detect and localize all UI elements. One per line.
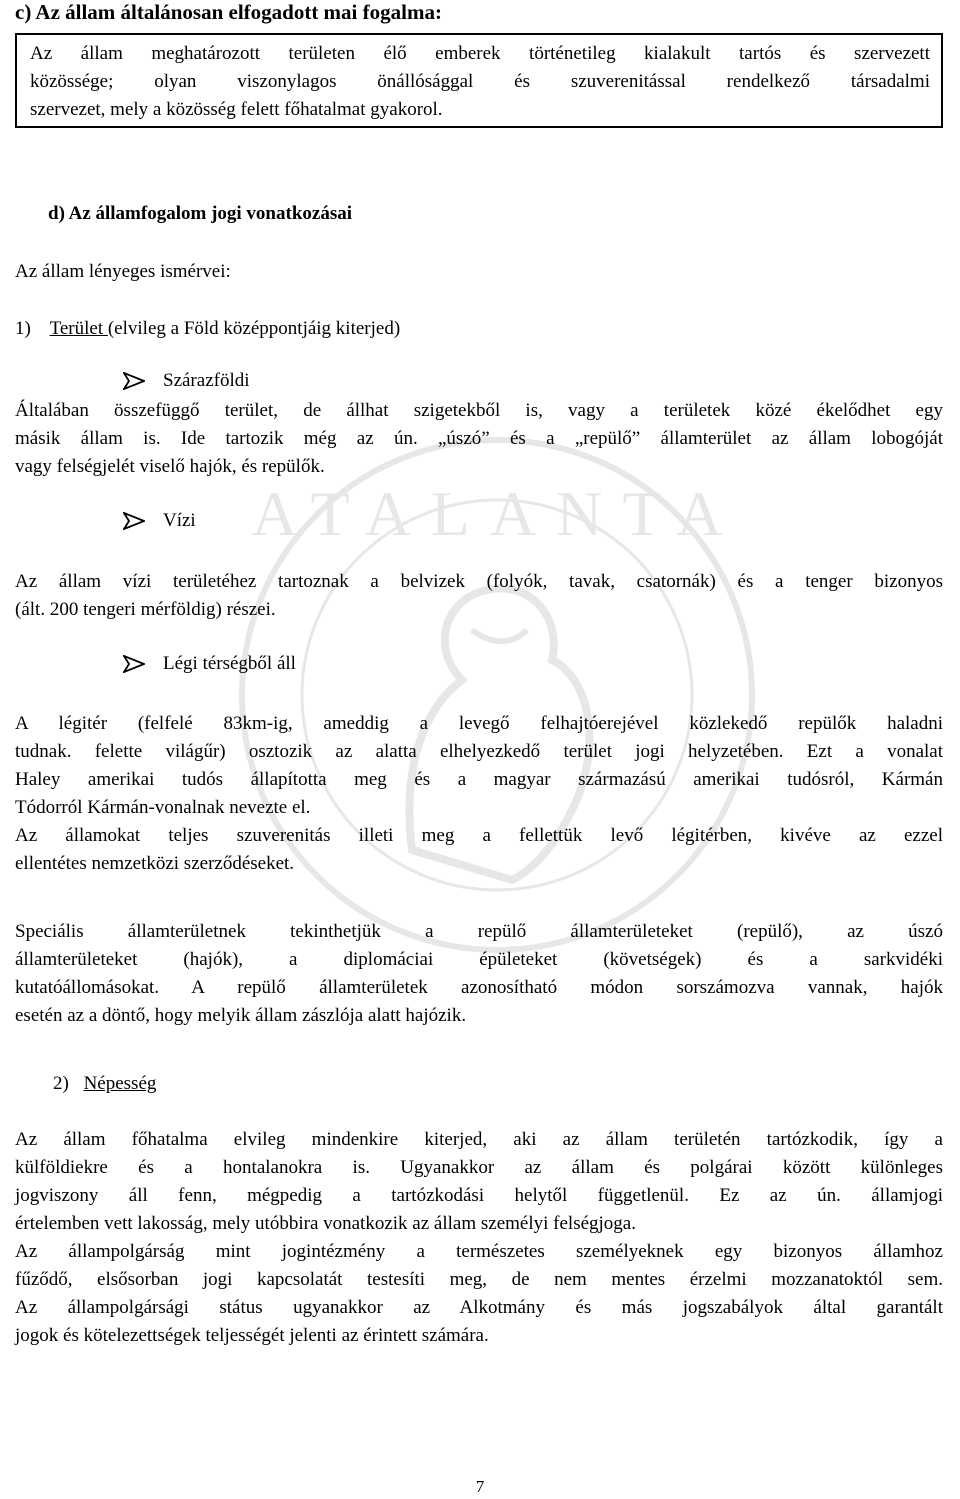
special-territory-paragraph [15, 918, 943, 1030]
definition-line: közössége; olyan viszonylagos önállósággal és szuverenitással rendelkező társadalmi [30, 71, 930, 92]
bullet-water [123, 510, 196, 532]
definition-text [30, 40, 930, 124]
section-c-heading: c) Az állam általánosan elfogadott mai fogalma: [15, 0, 442, 24]
air-paragraph [15, 710, 943, 878]
bullet-air-label: Légi térségből áll [163, 653, 296, 674]
paragraph-line: másik állam is. Ide tartozik még az ún. „úszó” és a „repülő” államterület az állam lobogóját [15, 428, 943, 449]
watermark-text: ATALANTA [251, 478, 743, 549]
definition-box [15, 33, 943, 128]
paragraph-line: jogviszony áll fenn, mégpedig a tartózkodási helytől függetlenül. Ez az ún. államjogi [15, 1185, 943, 1206]
paragraph-line: vagy felségjelét viselő hajók, és repülők. [15, 456, 325, 477]
land-paragraph [15, 397, 943, 481]
arrow-bullet-icon [123, 372, 145, 390]
paragraph-line: tudnak. felette világűr) osztozik az alatta elhelyezkedő terület jogi helyzetében. Ezt a vonalat [15, 741, 943, 762]
paragraph-line: esetén az a döntő, hogy melyik állam zászlója alatt hajózik. [15, 1005, 467, 1026]
paragraph-line: (ált. 200 tengeri mérföldig) részei. [15, 599, 276, 620]
paragraph-line: Speciális államterületnek tekinthetjük a repülő államterületeket (repülő), az úszó [15, 921, 943, 942]
item-1-territory [15, 315, 400, 343]
paragraph-line: fűződő, elsősorban jogi kapcsolatát testesíti meg, de nem mentes érzelmi mozzanatoktól sem. [15, 1269, 943, 1290]
paragraph-line: Az állam főhatalma elvileg mindenkire kiterjed, aki az állam területén tartózkodik, így a [15, 1129, 943, 1150]
water-paragraph [15, 568, 943, 624]
definition-line: szervezet, mely a közösség felett főhatalmat gyakorol. [30, 99, 443, 120]
paragraph-line: Tódorról Kármán-vonalnak nevezte el. [15, 797, 311, 818]
paragraph-line: A légitér (felfelé 83km-ig, ameddig a levegő felhajtóerejével közlekedő repülők haladni [15, 713, 943, 734]
paragraph-line: Haley amerikai tudós állapította meg és a magyar származású amerikai tudósról, Kármán [15, 769, 943, 790]
paragraph-line: Az állampolgársági státus ugyanakkor az Alkotmány és más jogszabályok által garantált [15, 1297, 943, 1318]
paragraph-line: Általában összefüggő terület, de állhat szigetekből is, vagy a területek közé ékelődhet egy [15, 400, 943, 421]
paragraph-line: államterületeket (hajók), a diplomáciai épületeket (követségek) és a sarkvidéki [15, 949, 943, 970]
paragraph-line: értelemben vett lakosság, mely utóbbira vonatkozik az állam személyi felségjoga. [15, 1213, 636, 1234]
bullet-water-label: Vízi [163, 510, 196, 531]
bullet-air [123, 653, 296, 675]
item-2-term: Népesség [83, 1073, 157, 1094]
arrow-bullet-icon [123, 512, 145, 530]
criteria-intro: Az állam lényeges ismérvei: [15, 261, 231, 282]
population-paragraph [15, 1126, 943, 1350]
item-1-number: 1) [15, 318, 31, 339]
item-2-number: 2) [53, 1073, 69, 1094]
paragraph-line: Az állam vízi területéhez tartoznak a belvizek (folyók, tavak, csatornák) és a tenger bizonyos [15, 571, 943, 592]
definition-line: Az állam meghatározott területen élő emberek történetileg kialakult tartós és szervezett [30, 43, 930, 64]
paragraph-line: külföldiekre és a hontalanokra is. Ugyanakkor az állam és polgárai között különleges [15, 1157, 943, 1178]
paragraph-line: jogok és kötelezettségek teljességét jelenti az érintett számára. [15, 1325, 489, 1346]
bullet-land [123, 370, 250, 392]
item-1-term: Terület [49, 318, 108, 339]
item-1-description: (elvileg a Föld középpontjáig kiterjed) [107, 318, 401, 339]
paragraph-line: Az állampolgárság mint jogintézmény a természetes személyeknek egy bizonyos államhoz [15, 1241, 943, 1262]
arrow-bullet-icon [123, 655, 145, 673]
page-number: 7 [475, 1477, 485, 1496]
paragraph-line: ellentétes nemzetközi szerződéseket. [15, 853, 295, 874]
paragraph-line: kutatóállomásokat. A repülő államterületek azonosítható módon sorszámozva vannak, hajók [15, 977, 943, 998]
item-2-population [53, 1070, 156, 1098]
section-d-heading: d) Az államfogalom jogi vonatkozásai [48, 203, 352, 224]
bullet-land-label: Szárazföldi [163, 370, 250, 391]
atalanta-watermark-icon [232, 430, 762, 960]
paragraph-line: Az államokat teljes szuverenitás illeti meg a fellettük levő légitérben, kivéve az ezzel [15, 825, 943, 846]
